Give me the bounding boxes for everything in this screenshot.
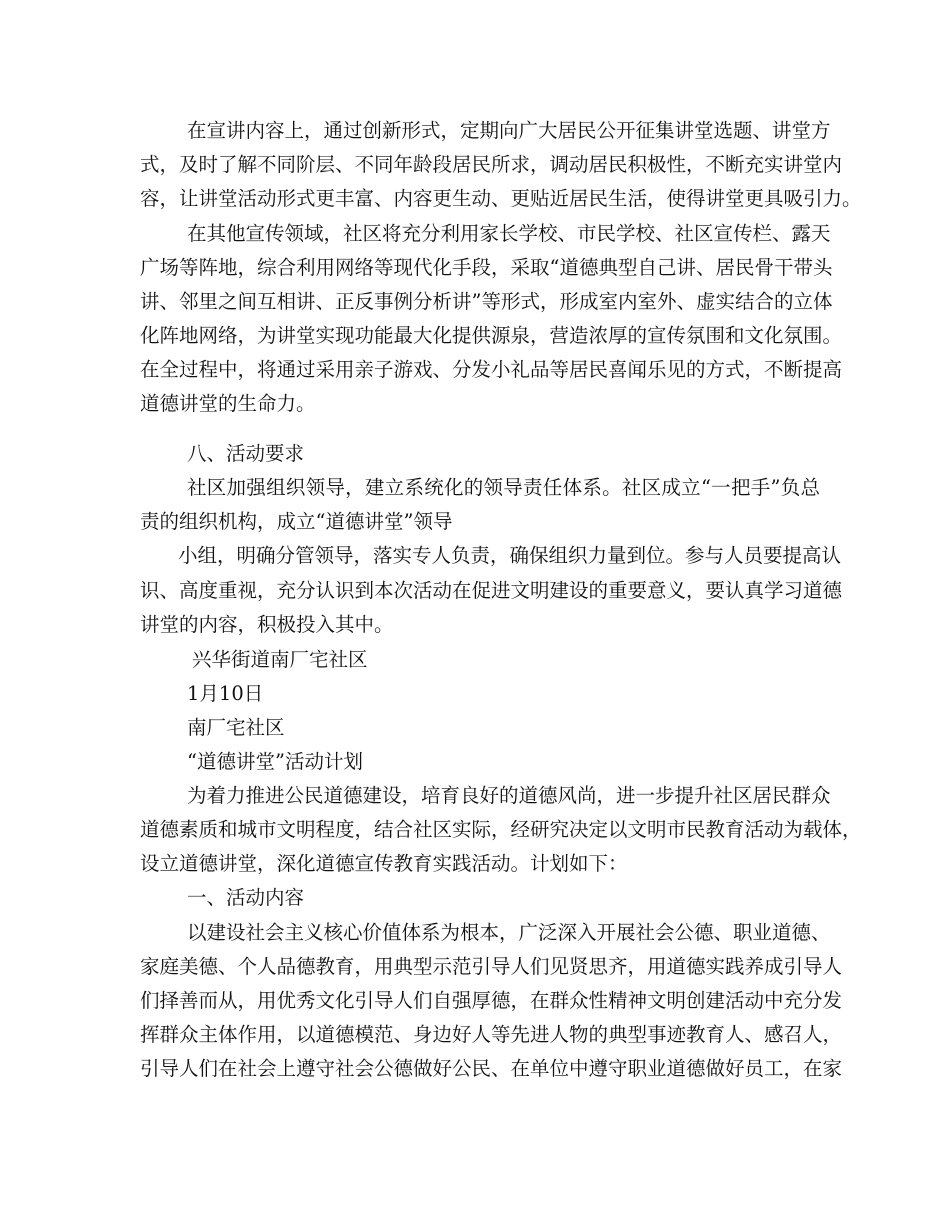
text-line: 小组，明确分管领导，落实专人负责，确保组织力量到位。参与人员要提高认 xyxy=(178,544,842,567)
text-line: 容，让讲堂活动形式更丰富、内容更生动、更贴近居民生活，使得讲堂更具吸引力。 xyxy=(140,187,862,210)
signature-org: 兴华街道南厂宅社区 xyxy=(192,648,368,671)
text-line: 讲堂的内容，积极投入其中。 xyxy=(140,613,394,636)
text-line: 家庭美德、个人品德教育，用典型示范引导人们见贤思齐，用道德实践养成引导人 xyxy=(140,955,843,978)
text-line: 们择善而从，用优秀文化引导人们自强厚德，在群众性精神文明创建活动中充分发 xyxy=(140,989,843,1012)
text-line: 引导人们在社会上遵守社会公德做好公民、在单位中遵守职业道德做好员工，在家 xyxy=(140,1057,843,1080)
text-line: 以建设社会主义核心价值体系为根本，广泛深入开展社会公德、职业道德、 xyxy=(187,921,831,944)
text-line: 在其他宣传领域，社区将充分利用家长学校、市民学校、社区宣传栏、露天 xyxy=(187,222,831,245)
org-name: 南厂宅社区 xyxy=(187,716,285,739)
text-line: 挥群众主体作用，以道德模范、身边好人等先进人物的典型事迹教育人、感召人， xyxy=(140,1023,843,1046)
text-line: 识、高度重视，充分认识到本次活动在促进文明建设的重要意义，要认真学习道德 xyxy=(140,579,843,602)
text-line: 为着力推进公民道德建设，培育良好的道德风尚，进一步提升社区居民群众 xyxy=(187,784,831,807)
section-heading: 八、活动要求 xyxy=(187,442,305,465)
text-line: 道德素质和城市文明程度，结合社区实际，经研究决定以文明市民教育活动为载体， xyxy=(140,818,862,841)
text-line: 责的组织机构，成立“道德讲堂”领导 xyxy=(140,510,453,533)
text-line: 讲、邻里之间互相讲、正反事例分析讲”等形式，形成室内室外、虚实结合的立体 xyxy=(140,290,833,313)
text-line: 道德讲堂的生命力。 xyxy=(140,392,316,415)
plan-title: “道德讲堂”活动计划 xyxy=(187,750,363,773)
text-line: 社区加强组织领导，建立系统化的领导责任体系。社区成立“一把手”负总 xyxy=(187,476,820,499)
signature-date: 1月10日 xyxy=(187,682,264,705)
text-line: 式，及时了解不同阶层、不同年龄段居民所求，调动居民积极性，不断充实讲堂内 xyxy=(140,153,843,176)
text-line: 设立道德讲堂，深化道德宣传教育实践活动。计划如下： xyxy=(140,852,628,875)
text-line: 化阵地网络，为讲堂实现功能最大化提供源泉，营造浓厚的宣传氛围和文化氛围。 xyxy=(140,324,843,347)
text-line: 广场等阵地，综合利用网络等现代化手段，采取“道德典型自己讲、居民骨干带头 xyxy=(140,256,833,279)
section-heading: 一、活动内容 xyxy=(187,886,305,909)
text-line: 在宣讲内容上，通过创新形式，定期向广大居民公开征集讲堂选题、讲堂方 xyxy=(187,119,831,142)
text-line: 在全过程中，将通过采用亲子游戏、分发小礼品等居民喜闻乐见的方式，不断提高 xyxy=(140,358,843,381)
